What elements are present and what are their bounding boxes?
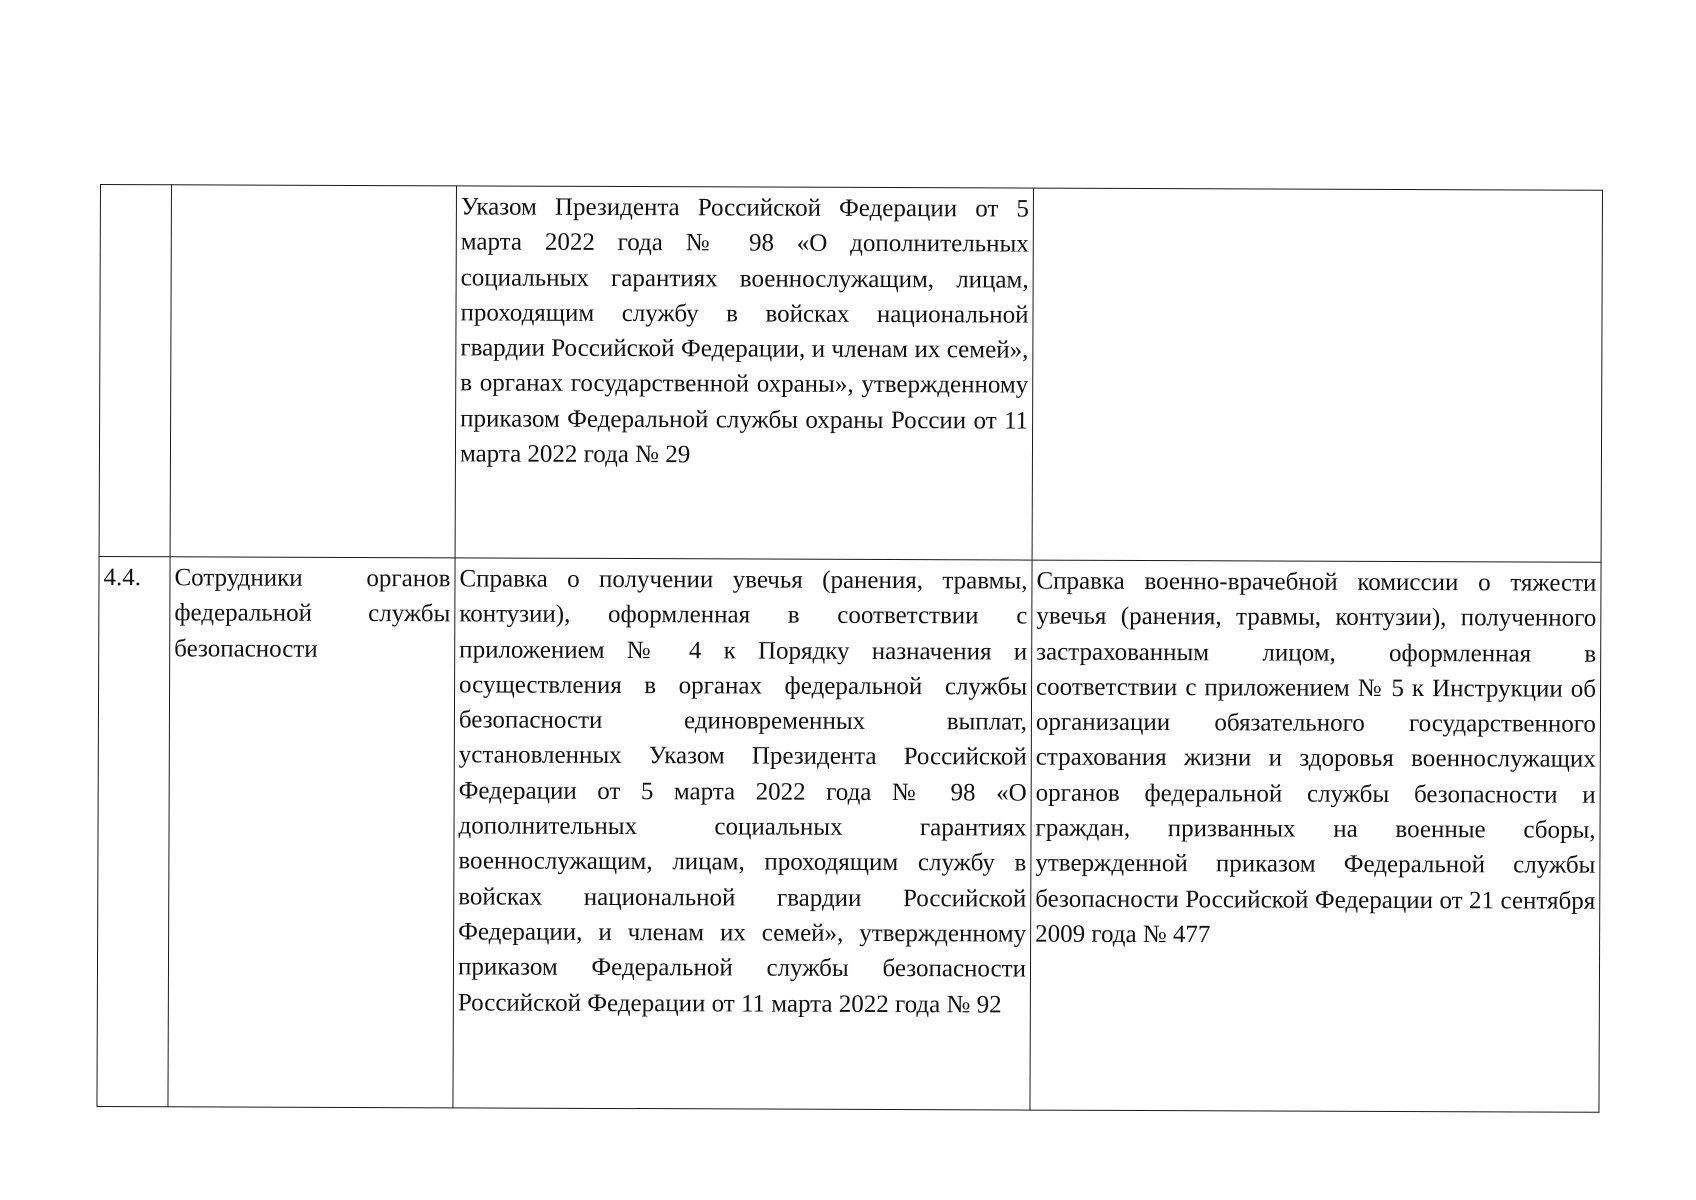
table-row-4-4 [97, 556, 1601, 1112]
category-cell [168, 557, 455, 1108]
secondary-document-text: Справка военно-врачебной комиссии о тяжести увечья (ранения, травмы, контузии), полученного застрахованным лицом, оформленная в соответствии с приложением № 5 к Инструкции об организации обязательного государственного страхования жизни и здоровья военнослужащих органов федеральной службы безопасности и граждан, призванных на военные сборы, утвержденной приказом Федеральной службы безопасности Российской Федерации от 21 сентября 2009 года № 477 [1035, 567, 1597, 949]
row-number-cell [99, 185, 171, 557]
category-text [176, 188, 452, 189]
benefits-table [96, 184, 1603, 1113]
row-number: 4.4. [103, 564, 142, 592]
primary-document-text: Указом Президента Российской Федерации от 5 марта 2022 года № 98 «О дополнительных социальных гарантиях военнослужащим, лицам, проходящим службу в войсках национальной гвардии Российской Федерации, и членам их семей», в органах государственной охраны», утвержденному приказом Федеральной службы охраны России от 11 марта 2022 года № 29 [459, 193, 1029, 469]
primary-document-text: Справка о получении увечья (ранения, травмы, контузии), оформленная в соответствии с приложением № 4 к Порядку назначения и осуществления в органах федеральной службы безопасности единовременных выплат, установленных Указом Президента Российской Федерации от 5 марта 2022 года № 98 «О дополнительных социальных гарантиях военнослужащим, лицам, проходящим службу в войсках национальной гвардии Российской Федерации, и членам их семей», утвержденному приказом Федеральной службы безопасности Российской Федерации от 11 марта 2022 года № 92 [457, 565, 1028, 1019]
secondary-document-text [1038, 192, 1598, 194]
category-cell [170, 185, 456, 558]
category-text: Сотрудники органов федеральной службы безопасности [174, 564, 451, 663]
table-row-continued [99, 185, 1602, 563]
row-number-cell [97, 556, 170, 1106]
secondary-document-cell [1032, 188, 1602, 562]
primary-document-cell [453, 558, 1032, 1110]
primary-document-cell [455, 186, 1033, 560]
secondary-document-cell [1030, 560, 1601, 1112]
